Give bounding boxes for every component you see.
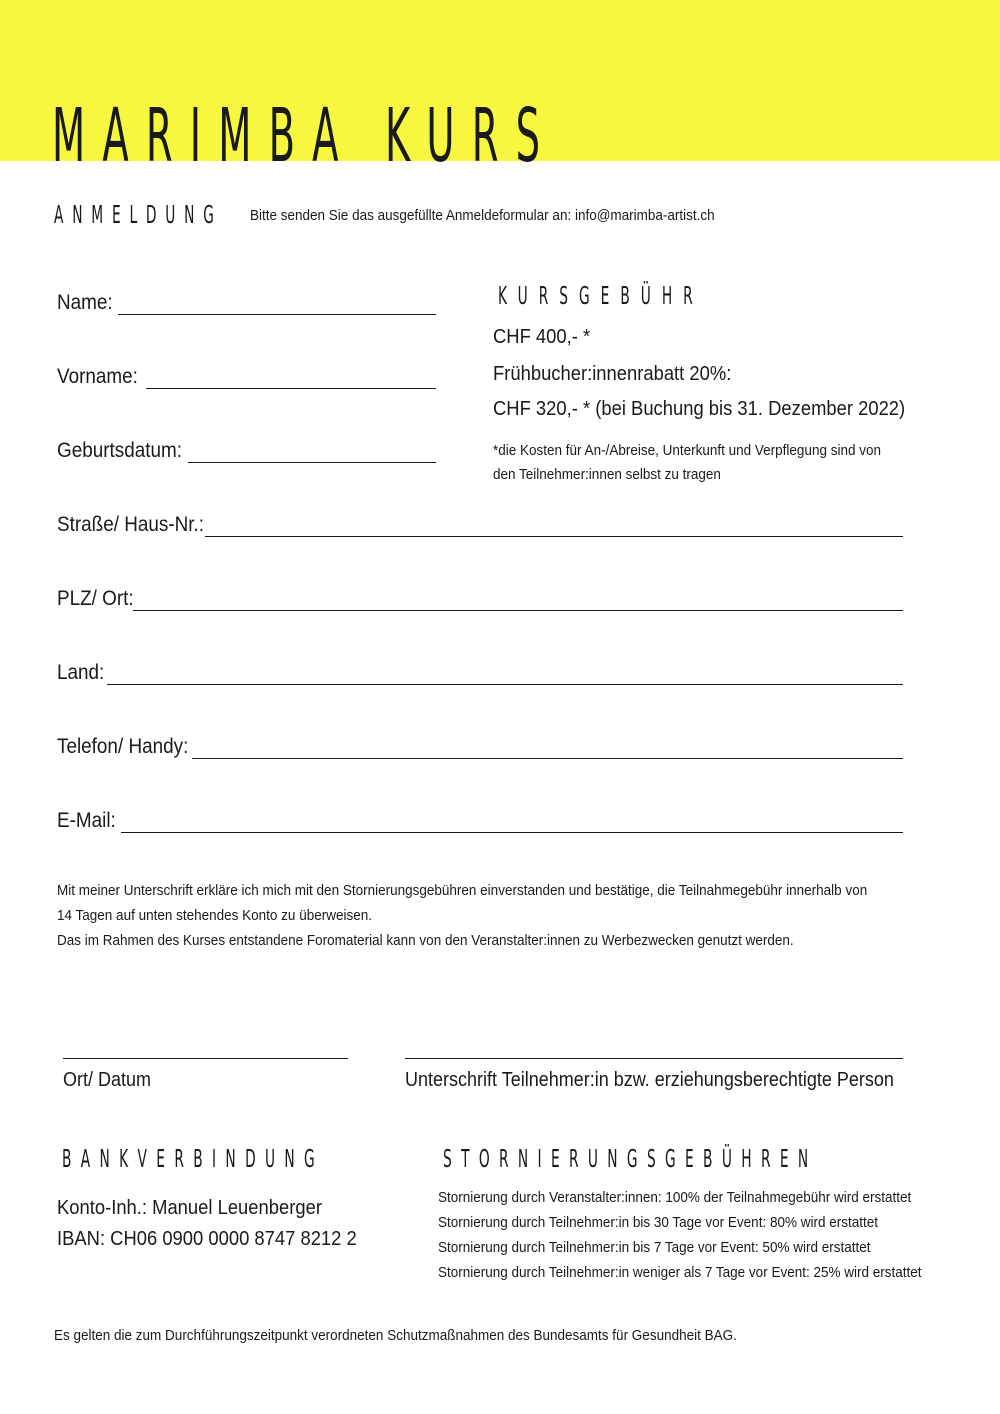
cancellation-list	[438, 1185, 922, 1285]
vorname-label: Vorname:	[57, 365, 138, 388]
email-field[interactable]	[121, 832, 903, 833]
fee-note-line-1: *die Kosten für An-/Abreise, Unterkunft und Verpflegung sind von	[493, 442, 881, 459]
fee-note-line-2: den Teilnehmer:innen selbst zu tragen	[493, 466, 721, 483]
consent-line-2: 14 Tagen auf unten stehendes Konto zu überweisen.	[57, 907, 372, 924]
telefon-label: Telefon/ Handy:	[57, 735, 189, 758]
footer-note: Es gelten die zum Durchführungszeitpunkt verordneten Schutzmaßnahmen des Bundesamts für Gesundheit BAG.	[54, 1327, 737, 1344]
section-heading-stornierung: STORNIERUNGSGEBÜHREN	[443, 1144, 818, 1173]
submission-instruction: Bitte senden Sie das ausgefüllte Anmeldeformular an: info@marimba-artist.ch	[250, 207, 715, 224]
page-title: MARIMBA KURS	[52, 93, 558, 179]
consent-paragraph	[57, 878, 921, 953]
vorname-field[interactable]	[146, 388, 436, 389]
land-label: Land:	[57, 661, 105, 684]
bank-owner: Konto-Inh.: Manuel Leuenberger	[57, 1197, 322, 1219]
plz-ort-field[interactable]	[133, 610, 903, 611]
bank-iban: IBAN: CH06 0900 0000 8747 8212 2	[57, 1228, 357, 1250]
signature-label: Unterschrift Teilnehmer:in bzw. erziehungsberechtigte Person	[405, 1069, 894, 1091]
signature-field[interactable]	[405, 1058, 903, 1059]
cancellation-item: Stornierung durch Teilnehmer:in bis 30 Tage vor Event: 80% wird erstattet	[438, 1214, 879, 1231]
cancellation-item: Stornierung durch Teilnehmer:in weniger als 7 Tage vor Event: 25% wird erstattet	[438, 1264, 922, 1281]
early-bird-price: CHF 320,- * (bei Buchung bis 31. Dezember 2022)	[493, 398, 906, 420]
cancellation-item: Stornierung durch Teilnehmer:in bis 7 Tage vor Event: 50% wird erstattet	[438, 1239, 871, 1256]
section-heading-anmeldung: ANMELDUNG	[54, 200, 223, 229]
telefon-field[interactable]	[192, 758, 903, 759]
place-date-label: Ort/ Datum	[63, 1069, 152, 1091]
fee-price: CHF 400,- *	[493, 326, 591, 348]
strasse-label: Straße/ Haus-Nr.:	[57, 513, 205, 536]
consent-line-3: Das im Rahmen des Kurses entstandene Foromaterial kann von den Veranstalter:innen zu Werbezwecken genutzt werden.	[57, 932, 794, 949]
land-field[interactable]	[107, 684, 903, 685]
place-date-field[interactable]	[63, 1058, 348, 1059]
email-label: E-Mail:	[57, 809, 116, 832]
early-bird-label: Frühbucher:innenrabatt 20%:	[493, 363, 732, 385]
geburtsdatum-label: Geburtsdatum:	[57, 439, 183, 462]
name-label: Name:	[57, 291, 113, 314]
consent-line-1: Mit meiner Unterschrift erkläre ich mich mit den Stornierungsgebühren einverstanden und bestätige, die Teilnahmegebühr innerhalb von	[57, 882, 868, 899]
geburtsdatum-field[interactable]	[188, 462, 436, 463]
strasse-field[interactable]	[205, 536, 903, 537]
section-heading-bankverbindung: BANKVERBINDUNG	[62, 1144, 325, 1173]
name-field[interactable]	[118, 314, 436, 315]
plz-ort-label: PLZ/ Ort:	[57, 587, 134, 610]
section-heading-kursgebuehr: KURSGEBÜHR	[498, 281, 704, 310]
cancellation-item: Stornierung durch Veranstalter:innen: 100% der Teilnahmegebühr wird erstattet	[438, 1189, 912, 1206]
